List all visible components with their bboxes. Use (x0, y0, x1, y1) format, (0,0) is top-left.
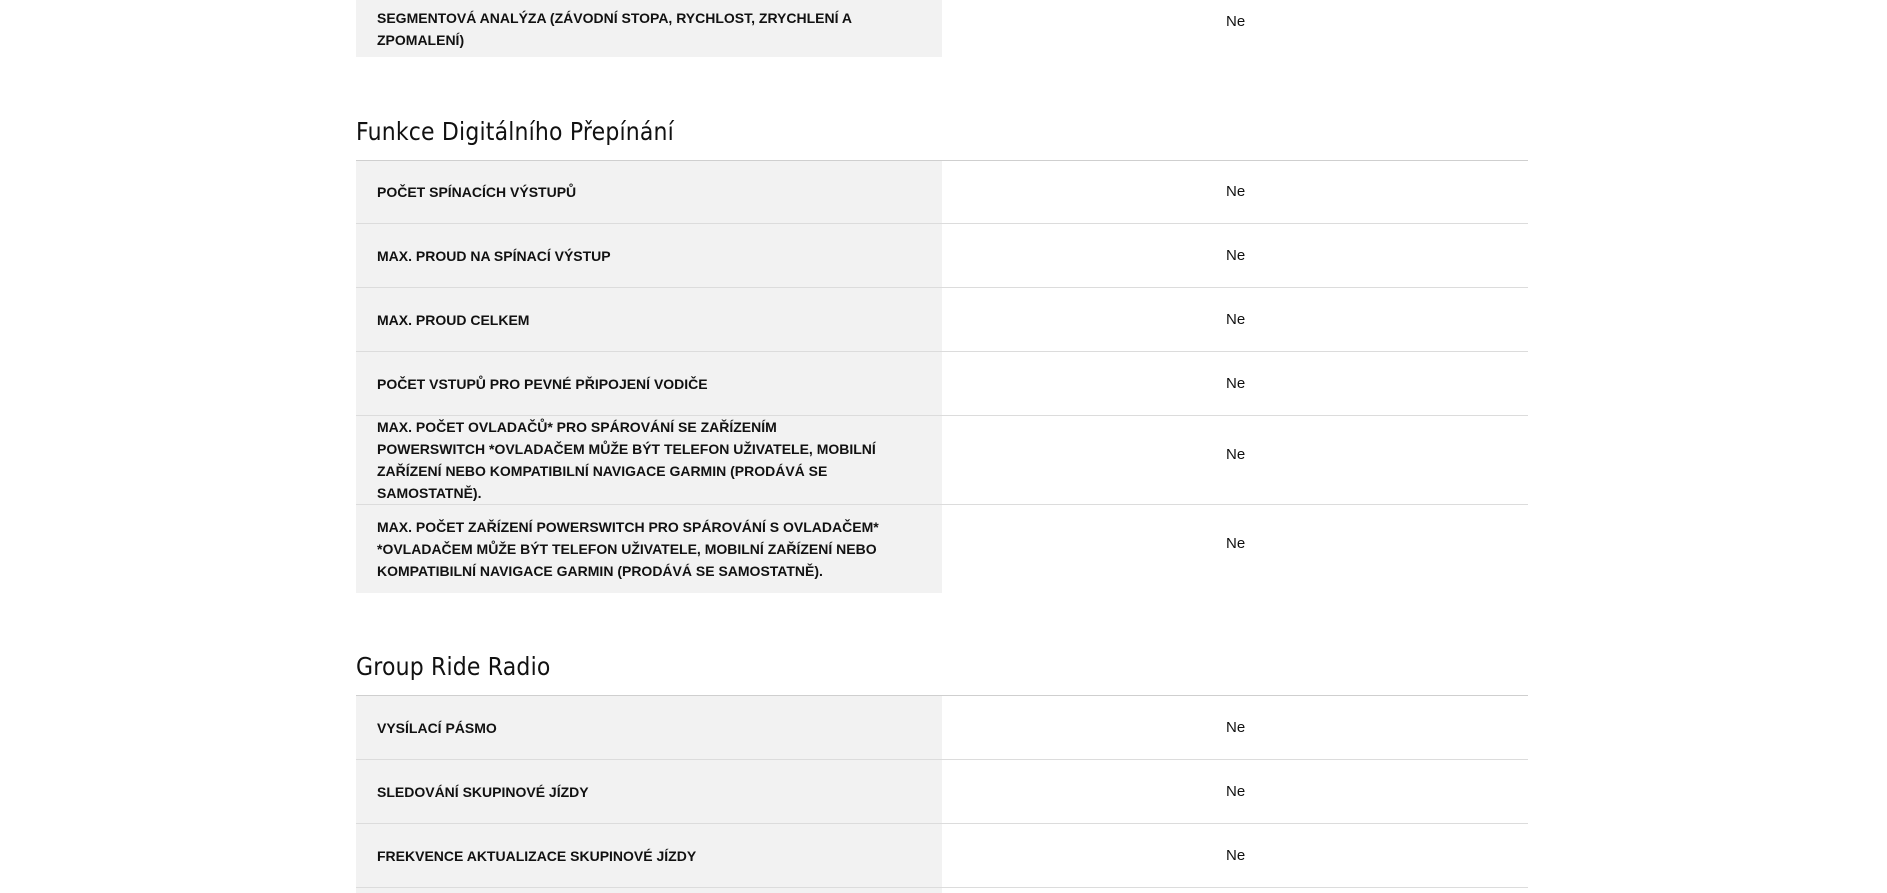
section-title-digital-switching: Funkce Digitálního Přepínání (356, 117, 674, 146)
spec-value: Ne (1226, 782, 1246, 800)
spec-value: Ne (1226, 183, 1246, 200)
spec-table-group-ride-radio (356, 695, 1528, 893)
table-row (356, 760, 1528, 824)
specifications (356, 0, 1528, 893)
spec-value: Ne (1226, 12, 1246, 30)
table-row (356, 0, 1528, 57)
section-title-group-ride-radio: Group Ride Radio (356, 652, 551, 681)
spec-label: FREKVENCE AKTUALIZACE SKUPINOVÉ JÍZDY (356, 824, 942, 888)
spec-label: POČET VSTUPŮ PRO PEVNÉ PŘIPOJENÍ VODIČE (356, 352, 942, 416)
spec-label: MAX. PROUD CELKEM (356, 288, 942, 352)
spec-value: Ne (1226, 446, 1246, 463)
spec-label: VYSÍLACÍ PÁSMO (356, 696, 942, 760)
spec-value: Ne (1226, 310, 1246, 328)
spec-label: MAX. POČET OVLADAČŮ* PRO SPÁROVÁNÍ SE ZAŘÍZENÍM POWERSWITCH *OVLADAČEM MŮŽE BÝT TELEFON UŽIVATELE, MOBILNÍ ZAŘÍZENÍ NEBO KOMPATIBILNÍ NAVIGACE GARMIN (PRODÁVÁ SE SAMOSTATNĚ). (356, 416, 942, 505)
spec-label (356, 888, 942, 893)
spec-value: Ne (1226, 718, 1246, 736)
spec-value: Ne (1226, 374, 1246, 392)
table-row (356, 416, 1528, 505)
table-row (356, 888, 1528, 893)
table-row (356, 696, 1528, 760)
spec-label: MAX. POČET ZAŘÍZENÍ POWERSWITCH PRO SPÁROVÁNÍ S OVLADAČEM* *OVLADAČEM MŮŽE BÝT TELEFON UŽIVATELE, MOBILNÍ ZAŘÍZENÍ NEBO KOMPATIBILNÍ NAVIGACE GARMIN (PRODÁVÁ SE SAMOSTATNĚ). (356, 505, 942, 594)
table-row (356, 288, 1528, 352)
spec-value: Ne (1226, 846, 1246, 864)
table-row (356, 352, 1528, 416)
table-row (356, 224, 1528, 288)
spec-table-digital-switching (356, 160, 1528, 593)
spec-label: SLEDOVÁNÍ SKUPINOVÉ JÍZDY (356, 760, 942, 824)
table-row (356, 824, 1528, 888)
spec-label: SEGMENTOVÁ ANALÝZA (ZÁVODNÍ STOPA, RYCHLOST, ZRYCHLENÍ A ZPOMALENÍ) (356, 0, 942, 57)
table-row (356, 505, 1528, 594)
spec-value: Ne (1226, 246, 1246, 264)
spec-label: POČET SPÍNACÍCH VÝSTUPŮ (356, 161, 942, 224)
table-row (356, 161, 1528, 224)
spec-value: Ne (1226, 535, 1246, 552)
spec-label: MAX. PROUD NA SPÍNACÍ VÝSTUP (356, 224, 942, 288)
spec-table-segment (356, 0, 1528, 57)
